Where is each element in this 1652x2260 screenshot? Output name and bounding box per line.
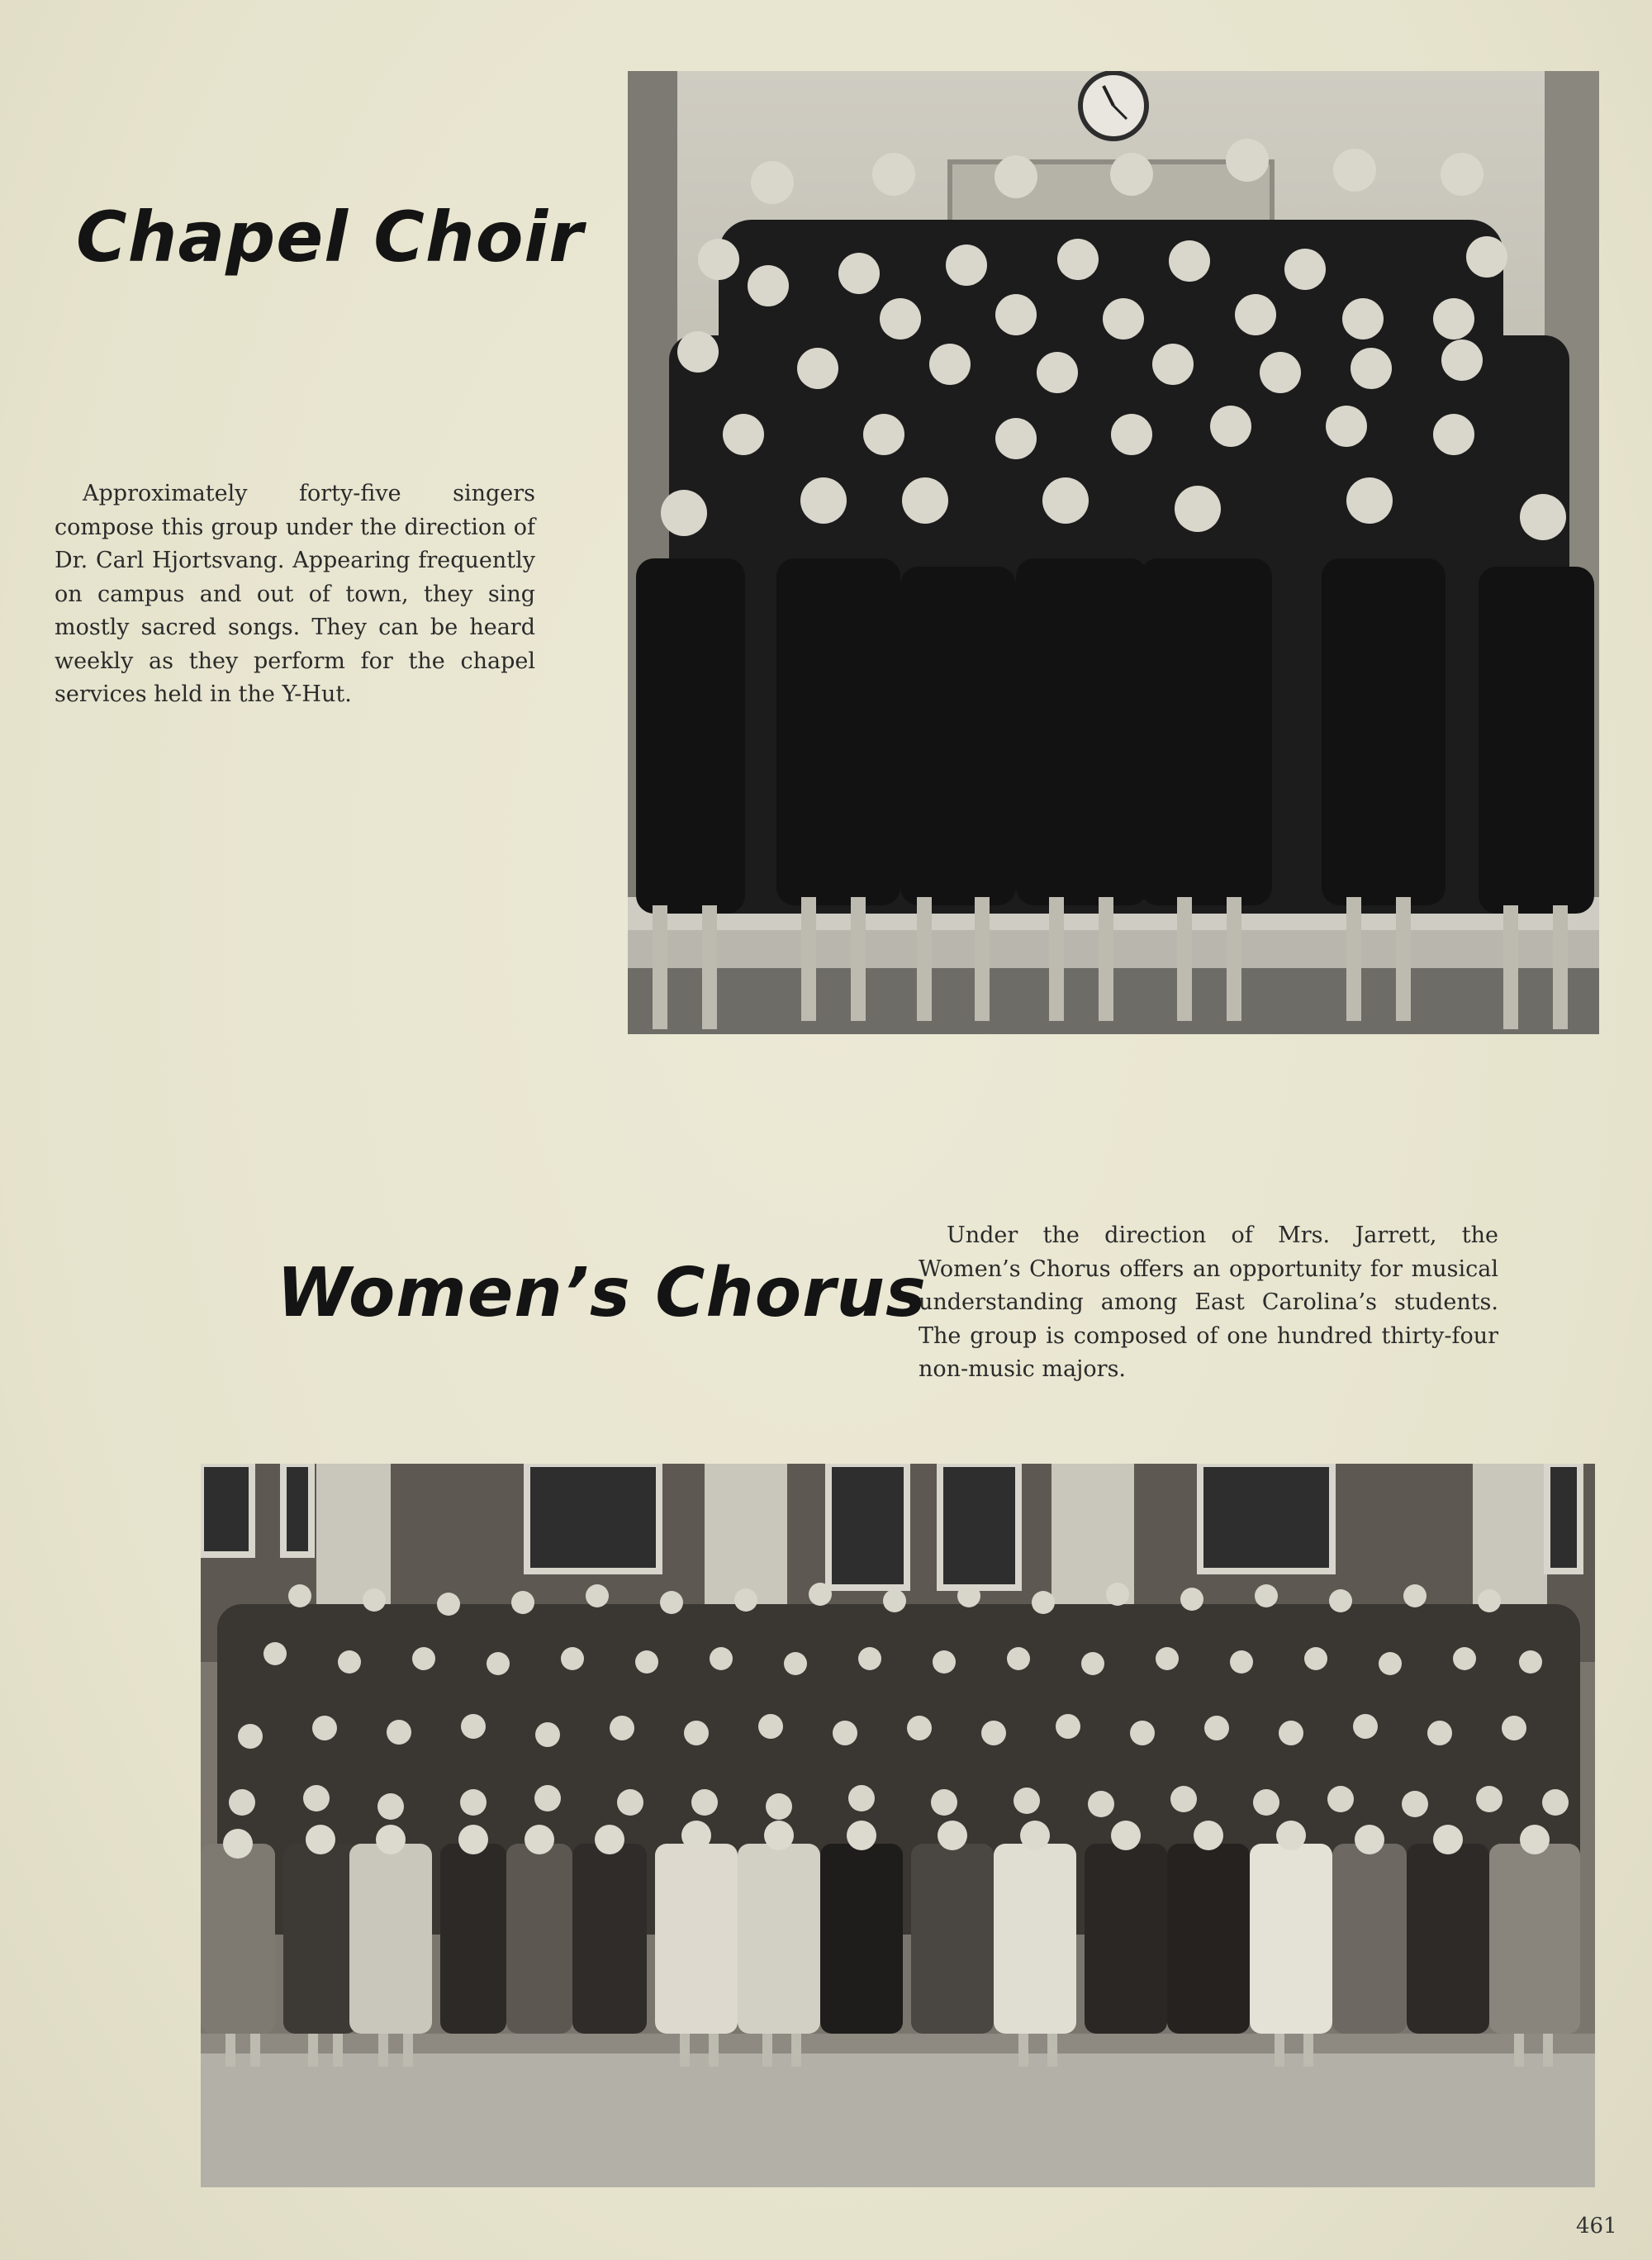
chapel-choir-photo: [628, 71, 1599, 1034]
page-number: 461: [1576, 2214, 1617, 2239]
womens-chorus-photo-image: [201, 1464, 1595, 2187]
chapel-choir-photo-image: [628, 71, 1599, 1034]
womens-chorus-description: Under the direction of Mrs. Jarrett, the Women’s Chorus offers an opportunity for musical understanding among East Carolina’s students. The group is composed of one hundred thirty-four non-music majors.: [919, 1223, 1498, 1382]
womens-chorus-photo: [201, 1464, 1595, 2187]
chapel-choir-title: Chapel Choir: [76, 197, 584, 278]
chapel-choir-description: Approximately forty-five singers compose this group under the direction of Dr. Carl Hjortsvang. Appearing frequently on campus and out of town, they sing mostly sacred songs. They can be heard weekly as they perform for the chapel services held in the Y-Hut.: [55, 481, 535, 707]
womens-chorus-title: Women’s Chorus: [277, 1254, 927, 1332]
